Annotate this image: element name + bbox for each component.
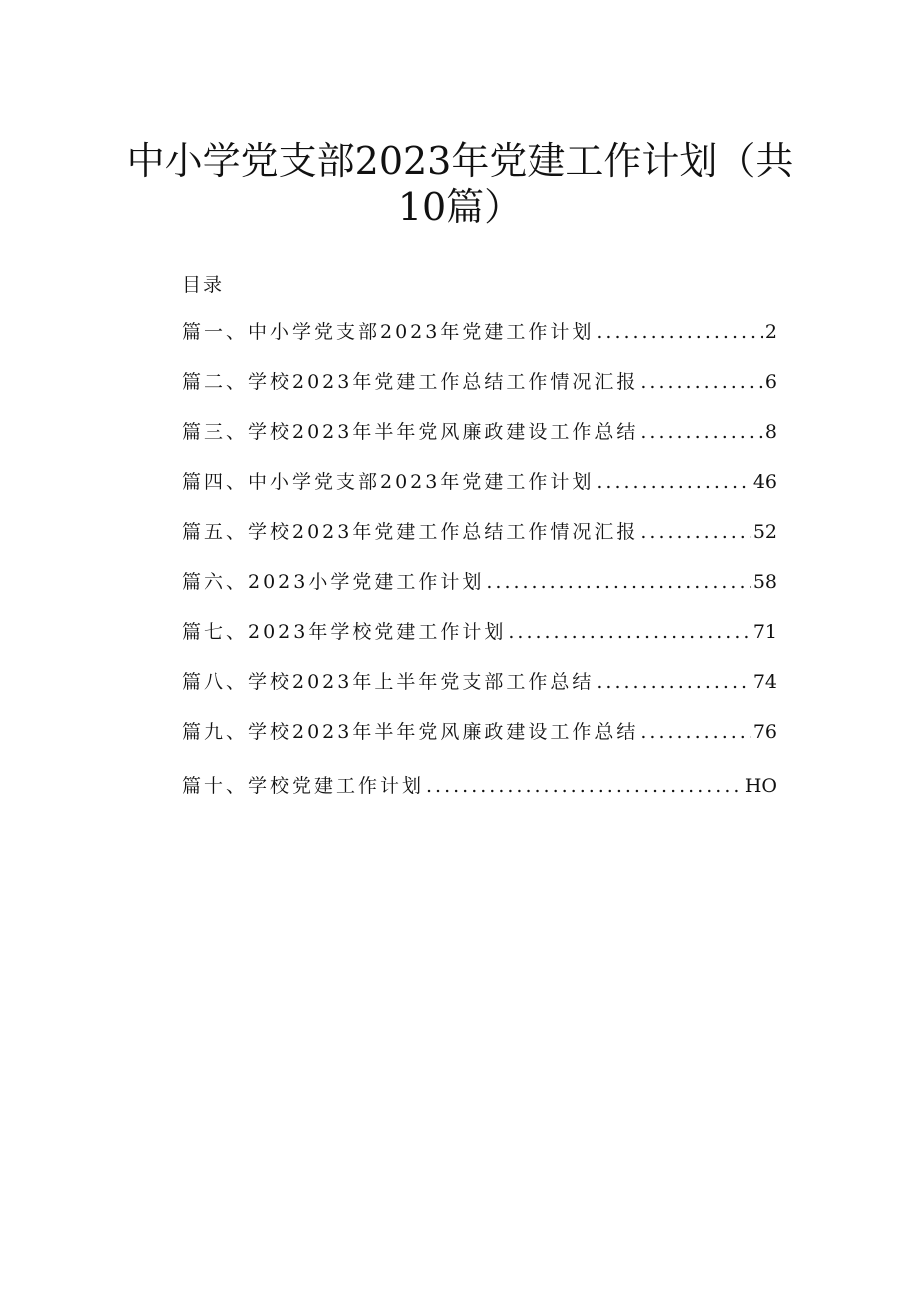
document-title: 中小学党支部2023年党建工作计划（共10篇） (126, 139, 794, 229)
toc-entry-page: 74 (752, 671, 777, 693)
toc-entry-page: 52 (752, 521, 777, 543)
toc-entry-label: 篇五、学校2023年党建工作总结工作情况汇报 (182, 521, 639, 543)
toc-dot-leader (640, 719, 750, 745)
toc-dot-leader (640, 519, 750, 545)
toc-entry-4[interactable] (182, 469, 777, 519)
toc-entry-5[interactable] (182, 519, 777, 569)
toc-dot-leader (508, 619, 750, 645)
toc-dot-leader (486, 569, 750, 595)
toc-heading: 目录 (182, 274, 225, 296)
toc-dot-leader (426, 773, 743, 799)
toc-entry-7[interactable] (182, 619, 777, 669)
toc-dot-leader (596, 319, 763, 345)
toc-entry-page: 2 (764, 321, 777, 343)
toc-entry-label: 篇九、学校2023年半年党风廉政建设工作总结 (182, 721, 639, 743)
toc-entry-8[interactable] (182, 669, 777, 719)
toc-dot-leader (596, 469, 750, 495)
toc-entry-page: 6 (764, 371, 777, 393)
toc-entry-page: 58 (752, 571, 777, 593)
toc-entry-page: 71 (752, 621, 777, 643)
toc-dot-leader (640, 419, 763, 445)
toc-entry-3[interactable] (182, 419, 777, 469)
toc-entry-2[interactable] (182, 369, 777, 419)
toc-entry-label: 篇七、2023年学校党建工作计划 (182, 621, 507, 643)
toc-entry-label: 篇八、学校2023年上半年党支部工作总结 (182, 671, 595, 693)
toc-entry-page: 76 (752, 721, 777, 743)
toc-entry-9[interactable] (182, 719, 777, 769)
toc-entry-label: 篇四、中小学党支部2023年党建工作计划 (182, 471, 595, 493)
toc-dot-leader (640, 369, 763, 395)
toc-entry-label: 篇二、学校2023年党建工作总结工作情况汇报 (182, 371, 639, 393)
toc-entry-page: 8 (764, 421, 777, 443)
toc-entry-page: 46 (752, 471, 777, 493)
toc-entry-1[interactable] (182, 319, 777, 369)
toc-entry-10[interactable] (182, 773, 777, 823)
table-of-contents (182, 319, 777, 823)
toc-entry-label: 篇三、学校2023年半年党风廉政建设工作总结 (182, 421, 639, 443)
toc-entry-label: 篇一、中小学党支部2023年党建工作计划 (182, 321, 595, 343)
toc-dot-leader (596, 669, 750, 695)
toc-entry-6[interactable] (182, 569, 777, 619)
toc-entry-label: 篇六、2023小学党建工作计划 (182, 571, 485, 593)
toc-entry-label: 篇十、学校党建工作计划 (182, 775, 425, 797)
toc-entry-page: HO (744, 775, 777, 797)
